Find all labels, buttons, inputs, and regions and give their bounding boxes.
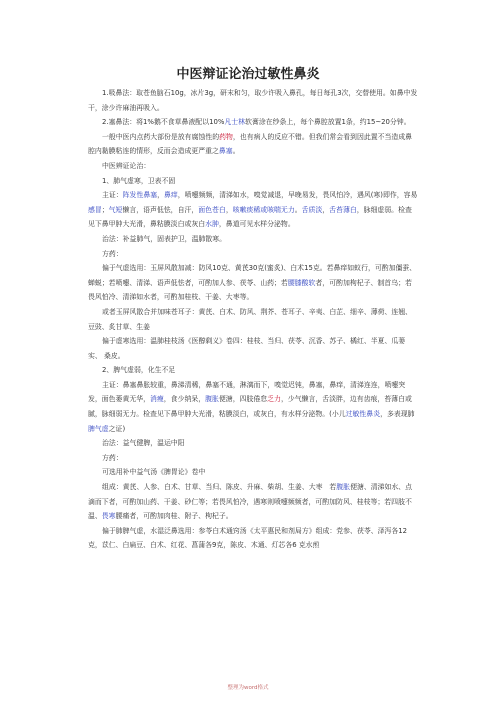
paragraph-text: 偏于虚寒选用：温肺桂枝汤《医醇剩义》卷四：桂枝、当归、茯苓、沉香、苏子、橘红、半夏、瓜蒌实、 桑皮。 (88, 337, 406, 360)
paragraph (88, 436, 418, 451)
paragraph (88, 334, 418, 363)
paragraph-text: ，鼻道可见水样分泌物。 (218, 220, 295, 229)
paragraph-text: 。 (232, 147, 240, 156)
term-link[interactable]: 气短 (108, 205, 123, 214)
paragraph-text: 便溏，四肢倦怠 (218, 395, 268, 404)
term-link[interactable]: 鼻痒 (164, 191, 178, 200)
paragraph (88, 188, 418, 232)
term-link[interactable]: 乏力 (267, 395, 281, 404)
paragraph-text: 一般中医内点药大部份是放有腐蚀性的 (102, 132, 220, 141)
paragraph-text: ，也有病人的反应不错。但我们常会看到因此置不当造成鼻腔内黏膜粘连的情形，反而会造成更严重之 (88, 132, 413, 156)
document-title: 中医辩证论治过敏性鼻炎 (176, 67, 320, 82)
paragraph-text: 1.吸鼻法：取苍鱼脑石10g，冰片3g，研末和匀，取少许吸入鼻孔，每日每孔3次，交替使用。如鼻中发干，涂少许麻油再吸入。 (88, 89, 418, 112)
paragraph-text: 治法：补益肺气，固表护卫，温肺散寒。 (102, 234, 227, 243)
paragraph-text: 2.塞鼻法：将1%鹅不食草鼻液配以10% (102, 118, 225, 127)
paragraph-text: 之证) (108, 424, 126, 433)
paragraph-text: 或者玉屏风散合并加味苍耳子：黄芪、白术、防风、荆芥、苍耳子、辛夷、白芷、细辛、薄荷、连翘、豆豉、炙甘草、生姜 (88, 307, 413, 331)
term-link[interactable]: 腹胀 (205, 395, 219, 404)
paragraph-text: ； (101, 205, 109, 214)
term-link[interactable]: 咳嗽痰稀或咳喘无力 (232, 205, 295, 214)
term-link[interactable]: 水肿 (205, 220, 219, 229)
page-footer: 整理为word格式 (227, 685, 269, 691)
paragraph-text: 主证： (102, 191, 123, 200)
paragraph (88, 232, 418, 247)
term-link[interactable]: 脾气虚 (88, 424, 109, 433)
paragraph-text: ，食少纳呆， (163, 395, 206, 404)
paragraph-text: 中医辨证论治： (102, 161, 151, 170)
paragraph (88, 86, 418, 115)
term-link[interactable]: 过敏性鼻炎 (345, 410, 381, 419)
paragraph (88, 524, 418, 553)
term-link[interactable]: 面色苍白 (198, 205, 226, 214)
paragraph-text: 软膏涂在纱条上，每个鼻腔放置1条，约15~20分钟。 (245, 118, 411, 127)
paragraph (88, 261, 418, 305)
paragraph-text: 1、肺气虚寒，卫表不固 (102, 176, 176, 185)
paragraph (88, 480, 418, 524)
document-body (88, 86, 418, 553)
paragraph (88, 378, 418, 436)
paragraph-text: 便溏、清涕如水、点滴而下者，可酌加山药、干姜、砂仁等；若畏风怕冷，遇寒则喷嚏频频者，可酌加防风、桂枝等；若四肢不温、 (88, 483, 413, 521)
term-link[interactable]: 舌苔薄白 (329, 205, 357, 214)
paragraph-text: 腰痛者，可酌加肉桂、附子、枸杞子。 (115, 512, 233, 521)
term-link[interactable]: 药物 (219, 132, 233, 141)
paragraph-text: ，少气懒言，舌淡胖，边有齿痕，苔薄白或腻，脉细弱无力。检查见下鼻甲肿大光滑，粘膜淡白，或灰白，有水样分泌物。(小儿 (88, 395, 412, 419)
paragraph-text: ，多表现肺 (380, 410, 415, 419)
paragraph-text: 方药： (102, 453, 123, 462)
term-link[interactable]: 腹胀 (336, 483, 351, 492)
paragraph-text: 偏于气虚选用：玉屏风散加减：防风10克、黄芪30克(蜜炙)、白术15克。若鼻痒如蚁行，可酌加僵蚕、蝉蜕；若喷嚏、清涕、语声低怯者，可酌加人参、茯苓、山药；若 (88, 264, 417, 287)
paragraph (88, 130, 418, 159)
paragraph (88, 247, 418, 262)
term-link[interactable]: 畏寒 (101, 512, 116, 521)
paragraph-text: 组成：黄芪、人参、白术、甘草、当归、陈皮、升麻、柴胡、生姜、大枣 若 (102, 483, 337, 492)
paragraph (88, 174, 418, 189)
paragraph-text: 2、脾气虚弱，化生不足 (102, 366, 176, 375)
paragraph-text: ， (157, 191, 165, 200)
paragraph (88, 465, 418, 480)
paragraph (88, 451, 418, 466)
paragraph-text: 主证：鼻塞鼻胀较重，鼻涕清稀，鼻塞不通，淋漓而下，嗅觉迟钝，鼻塞，鼻痒，清涕连连，喷嚏突发，面色萎黄无华， (88, 380, 406, 404)
paragraph-text: 者，可酌加枸杞子、制首乌；若畏风怕冷、清涕如水者，可酌加桂枝、干姜、大枣等。 (88, 278, 412, 302)
paragraph (88, 363, 418, 378)
paragraph (88, 115, 418, 130)
paragraph-text: 可选用补中益气汤《脾胃论》卷中 (102, 468, 206, 477)
paragraph (88, 159, 418, 174)
paragraph-text: 方药： (102, 249, 123, 258)
term-link[interactable]: 鼻塞 (218, 147, 233, 156)
term-link[interactable]: 舌质淡 (301, 205, 323, 214)
term-link[interactable]: 阵发性鼻塞 (122, 191, 158, 200)
paragraph-text: ，脉细虚弱。检查见下鼻甲肿大光滑，鼻粘膜淡白或灰白 (88, 205, 412, 229)
paragraph-text: ， (322, 205, 330, 214)
paragraph-text: 。 (294, 205, 302, 214)
term-link[interactable]: 腰膝酸软 (287, 278, 316, 287)
paragraph-text: ， (225, 205, 233, 214)
term-link[interactable]: 消瘦 (150, 395, 164, 404)
paragraph-text: 偏于肺脾气虚，水湿泛鼻选用：参苓白术通窍汤《太平惠民和剂局方》组成：党参、茯苓、泽泻各12克，苡仁、白扁豆、白术、红花、菖蒲各9克，陈皮、木通、灯芯各6 克水煎 (88, 526, 408, 550)
term-link[interactable]: 感冒 (88, 205, 102, 214)
paragraph-text: ，喷嚏频频，清涕如水，嗅觉减退，早晚易发，畏风怕冷，遇风(寒)即作，容易 (177, 191, 418, 200)
paragraph-text: 懒言，语声低怯，自汗， (122, 205, 199, 214)
paragraph-text: 治法：益气健脾，温运中阳 (102, 439, 185, 448)
term-link[interactable]: 凡士林 (224, 118, 246, 127)
paragraph (88, 305, 418, 334)
